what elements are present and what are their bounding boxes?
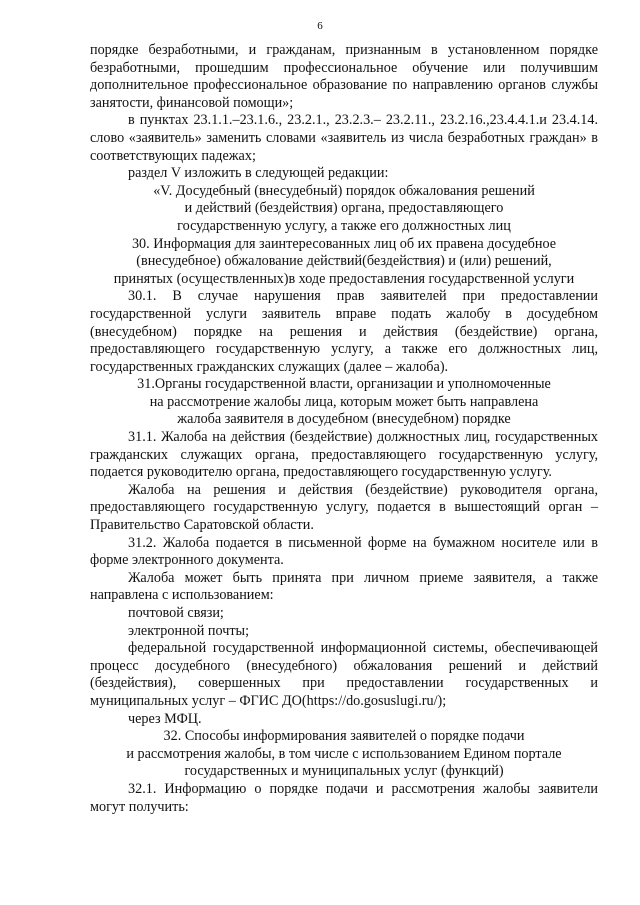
- heading-31-line-2: на рассмотрение жалобы лица, которым может быть направлена: [149, 393, 539, 410]
- paragraph-clauses-amendment: в пунктах 23.1.1.–23.1.6., 23.2.1., 23.2.3.– 23.2.11., 23.2.16.,23.4.4.1.и 23.4.14. слово «заявитель» заменить словами «заявитель из числа безработных граждан» в соответствующих падежах;: [90, 112, 598, 164]
- document-body: [90, 42, 598, 816]
- paragraph-32-1: 32.1. Информацию о порядке подачи и рассмотрения жалобы заявители могут получить:: [90, 780, 598, 815]
- section-v-heading-line-1: «V. Досудебный (внесудебный) порядок обжалования решений: [153, 182, 535, 199]
- heading-32-line-2: и рассмотрения жалобы, в том числе с использованием Едином портале: [126, 745, 562, 762]
- paragraph-continuation: порядке безработными, и гражданам, признанным в установленном порядке безработными, прошедшим профессиональное обучение или получившим дополнительное профессиональное образование по направлению органов службы занятости, финансовой помощи»;: [90, 42, 598, 111]
- heading-31-line-3: жалоба заявителя в досудебном (внесудебном) порядке: [177, 411, 511, 428]
- list-item-mfc: через МФЦ.: [128, 710, 202, 727]
- paragraph-31-2: 31.2. Жалоба подается в письменной форме на бумажном носителе или в форме электронного документа.: [90, 534, 598, 569]
- page-number: 6: [317, 20, 323, 32]
- list-item-email: электронной почты;: [128, 622, 250, 639]
- paragraph-31-1: 31.1. Жалоба на действия (бездействие) должностных лиц, государственных гражданских служащих органа, предоставляющего государственную услугу, подается руководителю органа, предоставляющего государственную услугу.: [90, 429, 598, 481]
- section-v-heading-line-2: и действий (бездействия) органа, предоставляющего: [184, 200, 504, 217]
- heading-31-line-1: 31.Органы государственной власти, организации и уполномоченные: [137, 376, 551, 393]
- paragraph-31-1-complaint-head: Жалоба на решения и действия (бездействие) руководителя органа, предоставляющего государственную услугу, подается в вышестоящий орган – Правительство Саратовской области.: [90, 481, 598, 534]
- heading-30-line-1: 30. Информация для заинтересованных лиц об их правена досудебное: [131, 235, 557, 252]
- heading-32-line-1: 32. Способы информирования заявителей о порядке подачи: [163, 728, 525, 745]
- section-v-heading-line-3: государственную услугу, а также его должностных лиц: [177, 217, 511, 234]
- list-item-fgis: федеральной государственной информационной системы, обеспечивающей процесс досудебного (внесудебного) обжалования решений и действий (бездействия), совершенных при предоставлении государственных и муниципальных услуг – ФГИС ДО(https://do.gosuslugi.ru/);: [90, 640, 598, 709]
- list-item-post: почтовой связи;: [128, 605, 224, 621]
- paragraph-30-1: 30.1. В случае нарушения прав заявителей при предоставлении государственной услуги заявитель вправе подать жалобу в досудебном (внесудебном) порядке на решения и действия (бездействие) органа, предоставляющего государственную услугу, а также его должностных лиц, государственных гражданских служащих (далее – жалоба).: [90, 288, 598, 375]
- paragraph-31-2-methods: Жалоба может быть принята при личном приеме заявителя, а также направлена с использованием:: [90, 569, 598, 604]
- heading-30-line-2: (внесудебное) обжалование действий(бездействия) и (или) решений,: [136, 253, 552, 270]
- heading-30-line-3: принятых (осуществленных)в ходе предоставления государственной услуги: [113, 270, 575, 287]
- paragraph-section-v-intro: раздел V изложить в следующей редакции:: [128, 165, 389, 182]
- heading-32-line-3: государственных и муниципальных услуг (функций): [184, 763, 504, 780]
